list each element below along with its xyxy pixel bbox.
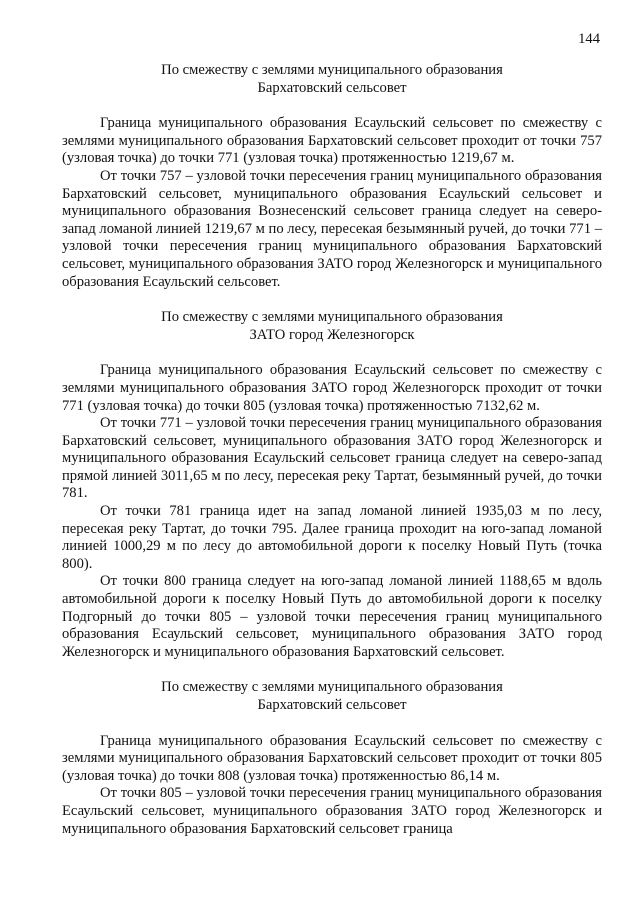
section-heading (62, 679, 602, 714)
page-number: 144 (578, 31, 600, 47)
document-body (62, 62, 602, 838)
paragraph: От точки 781 граница идет на запад ломаной линией 1935,03 м по лесу, пересекая реку Тартат, до точки 795. Далее граница проходит на юго-запад ломаной линией 1000,29 м по лесу до автомобильной дороги к поселку Новый Путь (точка 800). (62, 503, 602, 572)
paragraph: От точки 757 – узловой точки пересечения границ муниципального образования Бархатовский сельсовет, муниципального образования Есаульский сельсовет и муниципального образования Вознесенский сельсовет граница следует на северо-запад ломаной линией 1219,67 м по лесу, пересекая безымянный ручей, до точки 771 – узловой точки пересечения границ муниципального образования Бархатовский сельсовет, муниципального образования ЗАТО город Железногорск и муниципального образования Есаульский сельсовет. (62, 167, 602, 290)
section-heading-line: По смежеству с землями муниципального образования (161, 309, 503, 326)
paragraph: Граница муниципального образования Есаульский сельсовет по смежеству с землями муниципального образования ЗАТО город Железногорск проходит от точки 771 (узловая точка) до точки 805 (узловая точка) протяженностью 7132,62 м. (62, 362, 602, 414)
section-heading-line: Бархатовский сельсовет (257, 79, 407, 96)
section-heading-line: ЗАТО город Железногорск (249, 326, 415, 343)
paragraph: От точки 805 – узловой точки пересечения границ муниципального образования Есаульский сельсовет, муниципального образования ЗАТО город Железногорск и муниципального образования Бархатовский сельсовет граница (62, 785, 602, 837)
paragraph: От точки 771 – узловой точки пересечения границ муниципального образования Бархатовский сельсовет, муниципального образования ЗАТО город Железногорск и муниципального образования Есаульский сельсовет граница следует на северо-запад прямой линией 3011,65 м по лесу, пересекая реку Тартат, безымянный ручей, до точки 781. (62, 415, 602, 502)
paragraph: Граница муниципального образования Есаульский сельсовет по смежеству с землями муниципального образования Бархатовский сельсовет проходит от точки 805 (узловая точка) до точки 808 (узловая точка) протяженностью 86,14 м. (62, 732, 602, 784)
section-heading (62, 62, 602, 97)
paragraph: Граница муниципального образования Есаульский сельсовет по смежеству с землями муниципального образования Бархатовский сельсовет проходит от точки 757 (узловая точка) до точки 771 (узловая точка) протяженностью 1219,67 м. (62, 115, 602, 167)
section-heading-line: По смежеству с землями муниципального образования (161, 62, 503, 78)
section-heading-line: Бархатовский сельсовет (257, 697, 407, 713)
paragraph: От точки 800 граница следует на юго-запад ломаной линией 1188,65 м вдоль автомобильной дороги к поселку Новый Путь до автомобильной дороги к поселку Подгорный до точки 805 – узловой точки пересечения границ муниципального образования Есаульский сельсовет, муниципального образования ЗАТО город Железногорск и муниципального образования Бархатовский сельсовет. (62, 573, 602, 660)
section-heading (62, 309, 602, 344)
section-heading-line: По смежеству с землями муниципального образования (161, 679, 503, 696)
